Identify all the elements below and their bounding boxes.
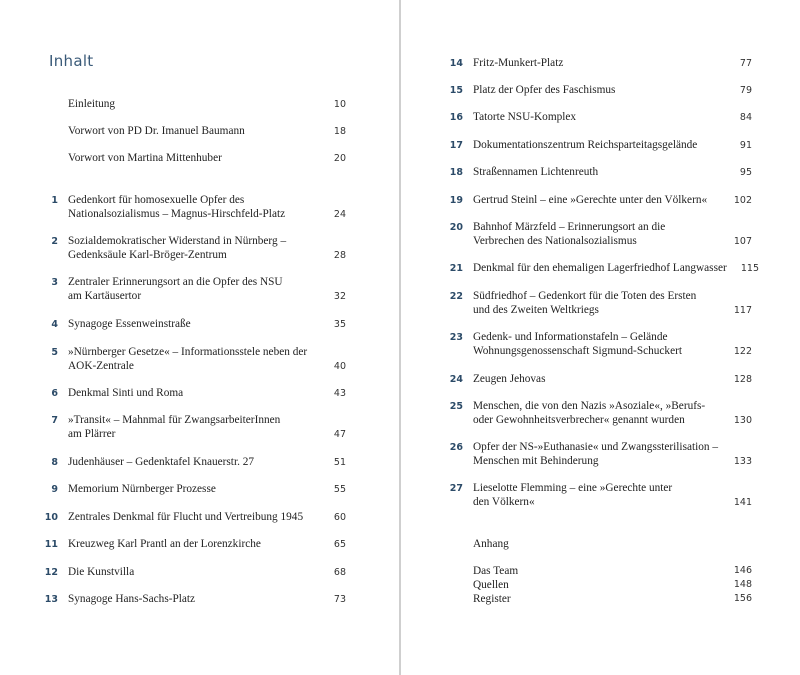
anhang-item-team [473,565,753,579]
toc-entry-page: 24 [333,209,346,220]
toc-entry-page: 28 [333,250,346,261]
toc-entry-page: 65 [333,539,346,550]
toc-entry-number: 23 [449,332,463,343]
toc-entry-number: 20 [449,222,463,233]
toc-entry-title: Platz der Opfer des Faschismus [473,84,616,96]
anhang-item-title: Quellen [473,579,509,591]
toc-entry-page: 79 [739,85,752,96]
toc-entry-number: 5 [51,347,58,358]
toc-entry-page: 20 [333,153,346,164]
toc-entry-page: 18 [333,126,346,137]
toc-entry-number: 17 [449,140,463,151]
anhang-item-page: 156 [733,593,752,604]
toc-entry-number: 3 [51,277,58,288]
toc-entry-page: 102 [733,195,752,206]
toc-entry-title: Fritz-Munkert-Platz [473,57,564,69]
toc-entry-page: 122 [733,346,752,357]
anhang-item-page: 148 [733,579,752,590]
toc-entry-page: 40 [333,361,346,372]
toc-entry-number: 7 [51,415,58,426]
toc-entry-number: 26 [449,442,463,453]
toc-entry-title: Lieselotte Flemming – eine »Gerechte unter den Völkern« [473,482,673,508]
toc-entry-title: Zeugen Jehovas [473,373,546,385]
toc-entry-number: 9 [51,484,58,495]
toc-entry-number: 13 [44,594,58,605]
toc-entry-page: 130 [733,415,752,426]
toc-entry-page: 68 [333,567,346,578]
toc-entry-page: 43 [333,388,346,399]
toc-entry-page: 60 [333,512,346,523]
toc-entry-title: Gedenkort für homosexuelle Opfer des Nationalsozialismus – Magnus-Hirschfeld-Platz [68,194,286,220]
toc-entry-title: Vorwort von PD Dr. Imanuel Baumann [68,125,245,137]
toc-entry-title: Sozialdemokratischer Widerstand in Nürnberg – Gedenksäule Karl-Bröger-Zentrum [68,235,287,261]
toc-entry-title: Zentrales Denkmal für Flucht und Vertreibung 1945 [68,511,304,523]
toc-entry-title: Synagoge Hans-Sachs-Platz [68,593,196,605]
toc-entry-title: Opfer der NS-»Euthanasie« und Zwangssterilisation – Menschen mit Behinderung [473,441,719,467]
toc-entry-page: 73 [333,594,346,605]
toc-entry-number: 6 [51,388,58,399]
toc-entry-page: 10 [333,99,346,110]
toc-entry-number: 18 [449,167,463,178]
toc-entry-page: 141 [733,497,752,508]
toc-entry-number: 12 [44,567,58,578]
toc-entry-number: 19 [449,195,463,206]
toc-entry-number: 1 [51,195,58,206]
toc-entry-number: 8 [51,457,58,468]
toc-entry-page: 77 [739,58,752,69]
toc-entry-page: 84 [739,112,752,123]
toc-entry-title: Memorium Nürnberger Prozesse [68,483,216,495]
toc-entry-number: 4 [51,319,58,330]
toc-entry-page: 115 [740,263,759,274]
toc-entry-page: 133 [733,456,752,467]
toc-entry-number: 11 [44,539,58,550]
toc-entry-title: Südfriedhof – Gedenkort für die Toten des Ersten und des Zweiten Weltkriegs [473,290,697,316]
toc-entry-title: Straßennamen Lichtenreuth [473,166,599,178]
toc-entry-number: 22 [449,291,463,302]
toc-entry-title: Vorwort von Martina Mittenhuber [68,152,222,164]
toc-entry-page: 128 [733,374,752,385]
toc-entry-number: 2 [51,236,58,247]
toc-entry-page: 117 [733,305,752,316]
toc-entry-page: 107 [733,236,752,247]
toc-entry-title: Menschen, die von den Nazis »Asoziale«, »Berufs- oder Gewohnheitsverbrecher« genannt wurden [473,400,706,426]
toc-entry-page: 35 [333,319,346,330]
toc-entry-title: Denkmal Sinti und Roma [68,387,184,399]
toc-entry-number: 27 [449,483,463,494]
toc-entry-title: Tatorte NSU-Komplex [473,111,577,123]
anhang-item-title: Das Team [473,565,519,577]
toc-entry-title: Dokumentationszentrum Reichsparteitagsgelände [473,139,698,151]
anhang-item-register [473,593,753,607]
toc-entry-page: 55 [333,484,346,495]
toc-heading: Inhalt [49,52,94,70]
toc-entry-number: 24 [449,374,463,385]
toc-entry-number: 14 [449,58,463,69]
toc-entry-title: Synagoge Essenweinstraße [68,318,191,330]
toc-entry-page: 95 [739,167,752,178]
toc-entry-title: Bahnhof Märzfeld – Erinnerungsort an die Verbrechen des Nationalsozialismus [473,221,666,247]
toc-entry-title: Denkmal für den ehemaligen Lagerfriedhof Langwasser [473,262,727,274]
toc-entry-title: Zentraler Erinnerungsort an die Opfer des NSU am Kartäusertor [68,276,283,302]
toc-entry-page: 32 [333,291,346,302]
toc-entry-number: 16 [449,112,463,123]
toc-entry-page: 47 [333,429,346,440]
anhang-item-quellen [473,579,753,593]
anhang-item-page: 146 [733,565,752,576]
right-page [401,0,800,675]
toc-entry-number: 10 [44,512,58,523]
toc-entry-number: 25 [449,401,463,412]
toc-entry-page: 51 [333,457,346,468]
toc-entry-title: Judenhäuser – Gedenktafel Knauerstr. 27 [68,456,255,468]
toc-entry-title: Kreuzweg Karl Prantl an der Lorenzkirche [68,538,261,550]
toc-entry-title: »Nürnberger Gesetze« – Informationsstele neben der AOK-Zentrale [68,346,308,372]
toc-entry-number: 21 [449,263,463,274]
toc-entry-page: 91 [739,140,752,151]
toc-entry-title: Gedenk- und Informationstafeln – Gelände Wohnungsgenossenschaft Sigmund-Schuckert [473,331,682,357]
toc-entry-title: Die Kunstvilla [68,566,135,578]
toc-entry-title: Einleitung [68,98,116,110]
toc-entry-title: »Transit« – Mahnmal für ZwangsarbeiterInnen am Plärrer [68,414,281,440]
toc-entry-title: Gertrud Steinl – eine »Gerechte unter den Völkern« [473,194,708,206]
toc-entry-number: 15 [449,85,463,96]
anhang-item-title: Register [473,593,511,605]
anhang-heading: Anhang [473,538,509,550]
